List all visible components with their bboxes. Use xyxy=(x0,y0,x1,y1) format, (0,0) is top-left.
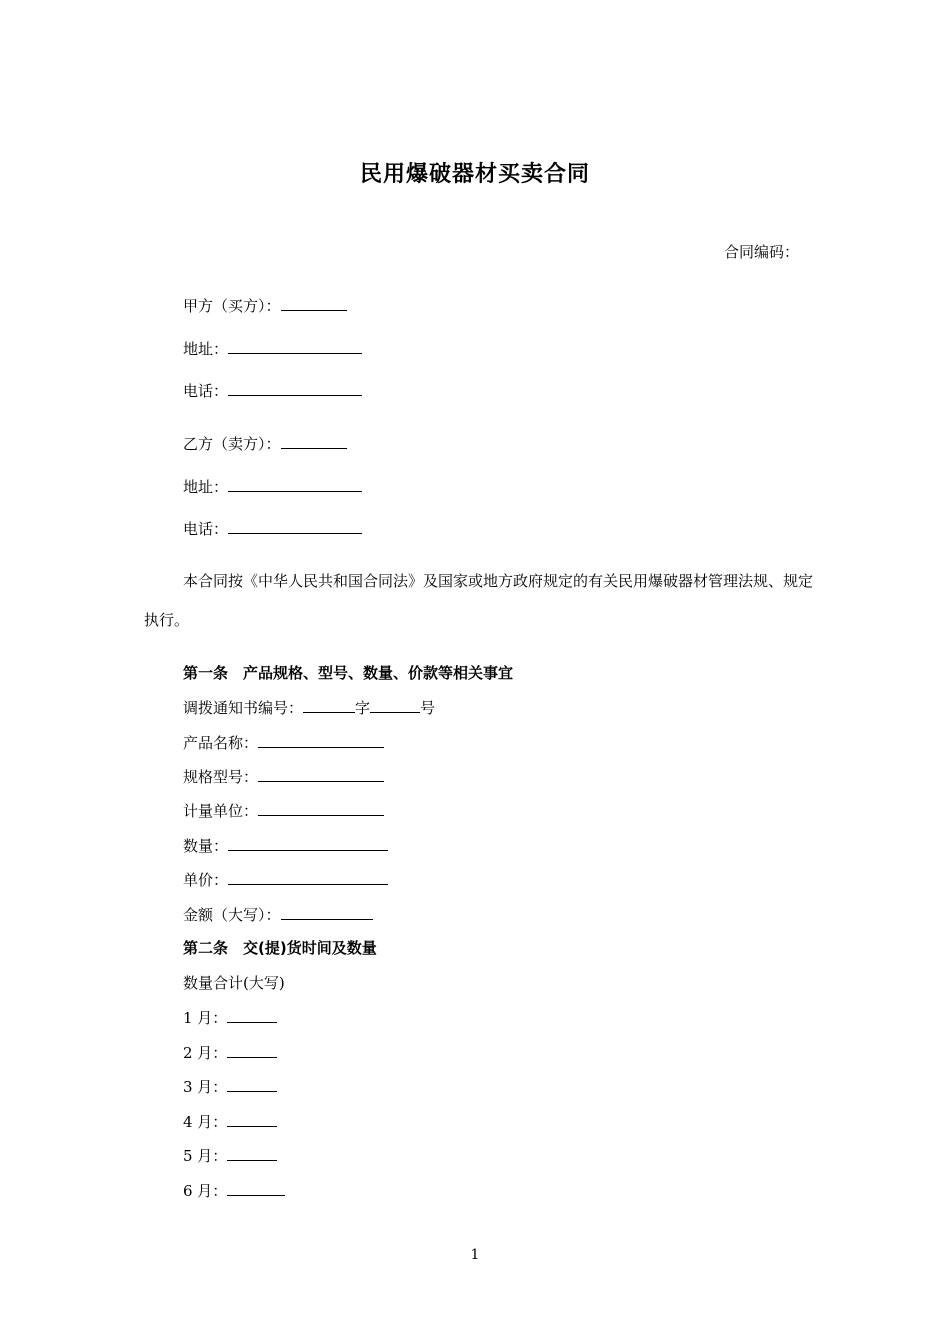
month-label: 2 月： xyxy=(183,1044,228,1062)
party-b-name-label: 乙方（卖方）： xyxy=(183,435,281,453)
party-b-address-label: 地址： xyxy=(183,478,229,496)
unit-blank[interactable] xyxy=(258,800,384,816)
party-a-address-blank[interactable] xyxy=(228,338,362,354)
page-number: 1 xyxy=(470,1247,480,1263)
party-a-name-blank[interactable] xyxy=(281,295,347,311)
notice-number-mid: 字 xyxy=(355,699,371,717)
total-quantity-label: 数量合计(大写) xyxy=(183,974,285,992)
month-label: 4 月： xyxy=(183,1113,228,1131)
month-label: 5 月： xyxy=(183,1147,228,1165)
unit-label: 计量单位： xyxy=(183,802,259,820)
intro-paragraph: 本合同按《中华人民共和国合同法》及国家或地方政府规定的有关民用爆破器材管理法规、规定执行。 xyxy=(144,572,814,629)
unit-price-blank[interactable] xyxy=(228,869,388,885)
contract-code-label: 合同编码： xyxy=(723,243,799,261)
month-blank[interactable] xyxy=(227,1145,277,1161)
quantity-line xyxy=(183,835,388,856)
quantity-blank[interactable] xyxy=(228,835,388,851)
amount-blank[interactable] xyxy=(281,904,373,920)
party-b-name-line xyxy=(183,433,347,454)
party-b-name-blank[interactable] xyxy=(281,433,347,449)
unit-price-label: 单价： xyxy=(183,871,229,889)
month-line xyxy=(183,1042,277,1063)
article-1-heading: 第一条 产品规格、型号、数量、价款等相关事宜 xyxy=(183,664,514,682)
notice-number-label: 调拨通知书编号： xyxy=(183,699,304,717)
party-a-address-label: 地址： xyxy=(183,340,229,358)
party-a-name-label: 甲方（买方）： xyxy=(183,297,281,315)
amount-line xyxy=(183,904,373,925)
spec-label: 规格型号： xyxy=(183,768,259,786)
amount-label: 金额（大写）： xyxy=(183,906,281,924)
unit-line xyxy=(183,800,384,821)
unit-price-line xyxy=(183,869,388,890)
notice-number-blank-2[interactable] xyxy=(370,697,420,713)
quantity-label: 数量： xyxy=(183,837,229,855)
party-b-address-line xyxy=(183,476,362,497)
party-a-phone-label: 电话： xyxy=(183,382,229,400)
month-line xyxy=(183,1076,277,1097)
party-a-address-line xyxy=(183,338,362,359)
party-b-address-blank[interactable] xyxy=(228,476,362,492)
party-b-phone-blank[interactable] xyxy=(228,518,362,534)
notice-number-end: 号 xyxy=(420,699,436,717)
spec-line xyxy=(183,766,384,787)
product-name-line xyxy=(183,732,384,753)
article-2-heading: 第二条 交(提)货时间及数量 xyxy=(183,939,377,957)
product-name-label: 产品名称： xyxy=(183,734,259,752)
notice-number-blank-1[interactable] xyxy=(303,697,355,713)
month-blank[interactable] xyxy=(227,1007,277,1023)
month-line xyxy=(183,1145,277,1166)
product-name-blank[interactable] xyxy=(258,732,384,748)
month-label: 1 月： xyxy=(183,1009,228,1027)
party-a-phone-blank[interactable] xyxy=(228,380,362,396)
party-a-phone-line xyxy=(183,380,362,401)
party-b-phone-line xyxy=(183,518,362,539)
notice-number-line xyxy=(183,697,435,718)
month-blank[interactable] xyxy=(227,1076,277,1092)
month-blank[interactable] xyxy=(227,1180,285,1196)
month-line xyxy=(183,1111,277,1132)
party-b-phone-label: 电话： xyxy=(183,520,229,538)
month-line xyxy=(183,1180,285,1201)
party-a-name-line xyxy=(183,295,347,316)
document-title: 民用爆破器材买卖合同 xyxy=(359,162,590,187)
month-label: 6 月： xyxy=(183,1182,228,1200)
month-blank[interactable] xyxy=(227,1111,277,1127)
spec-blank[interactable] xyxy=(258,766,384,782)
month-label: 3 月： xyxy=(183,1078,228,1096)
month-line xyxy=(183,1007,277,1028)
month-blank[interactable] xyxy=(227,1042,277,1058)
